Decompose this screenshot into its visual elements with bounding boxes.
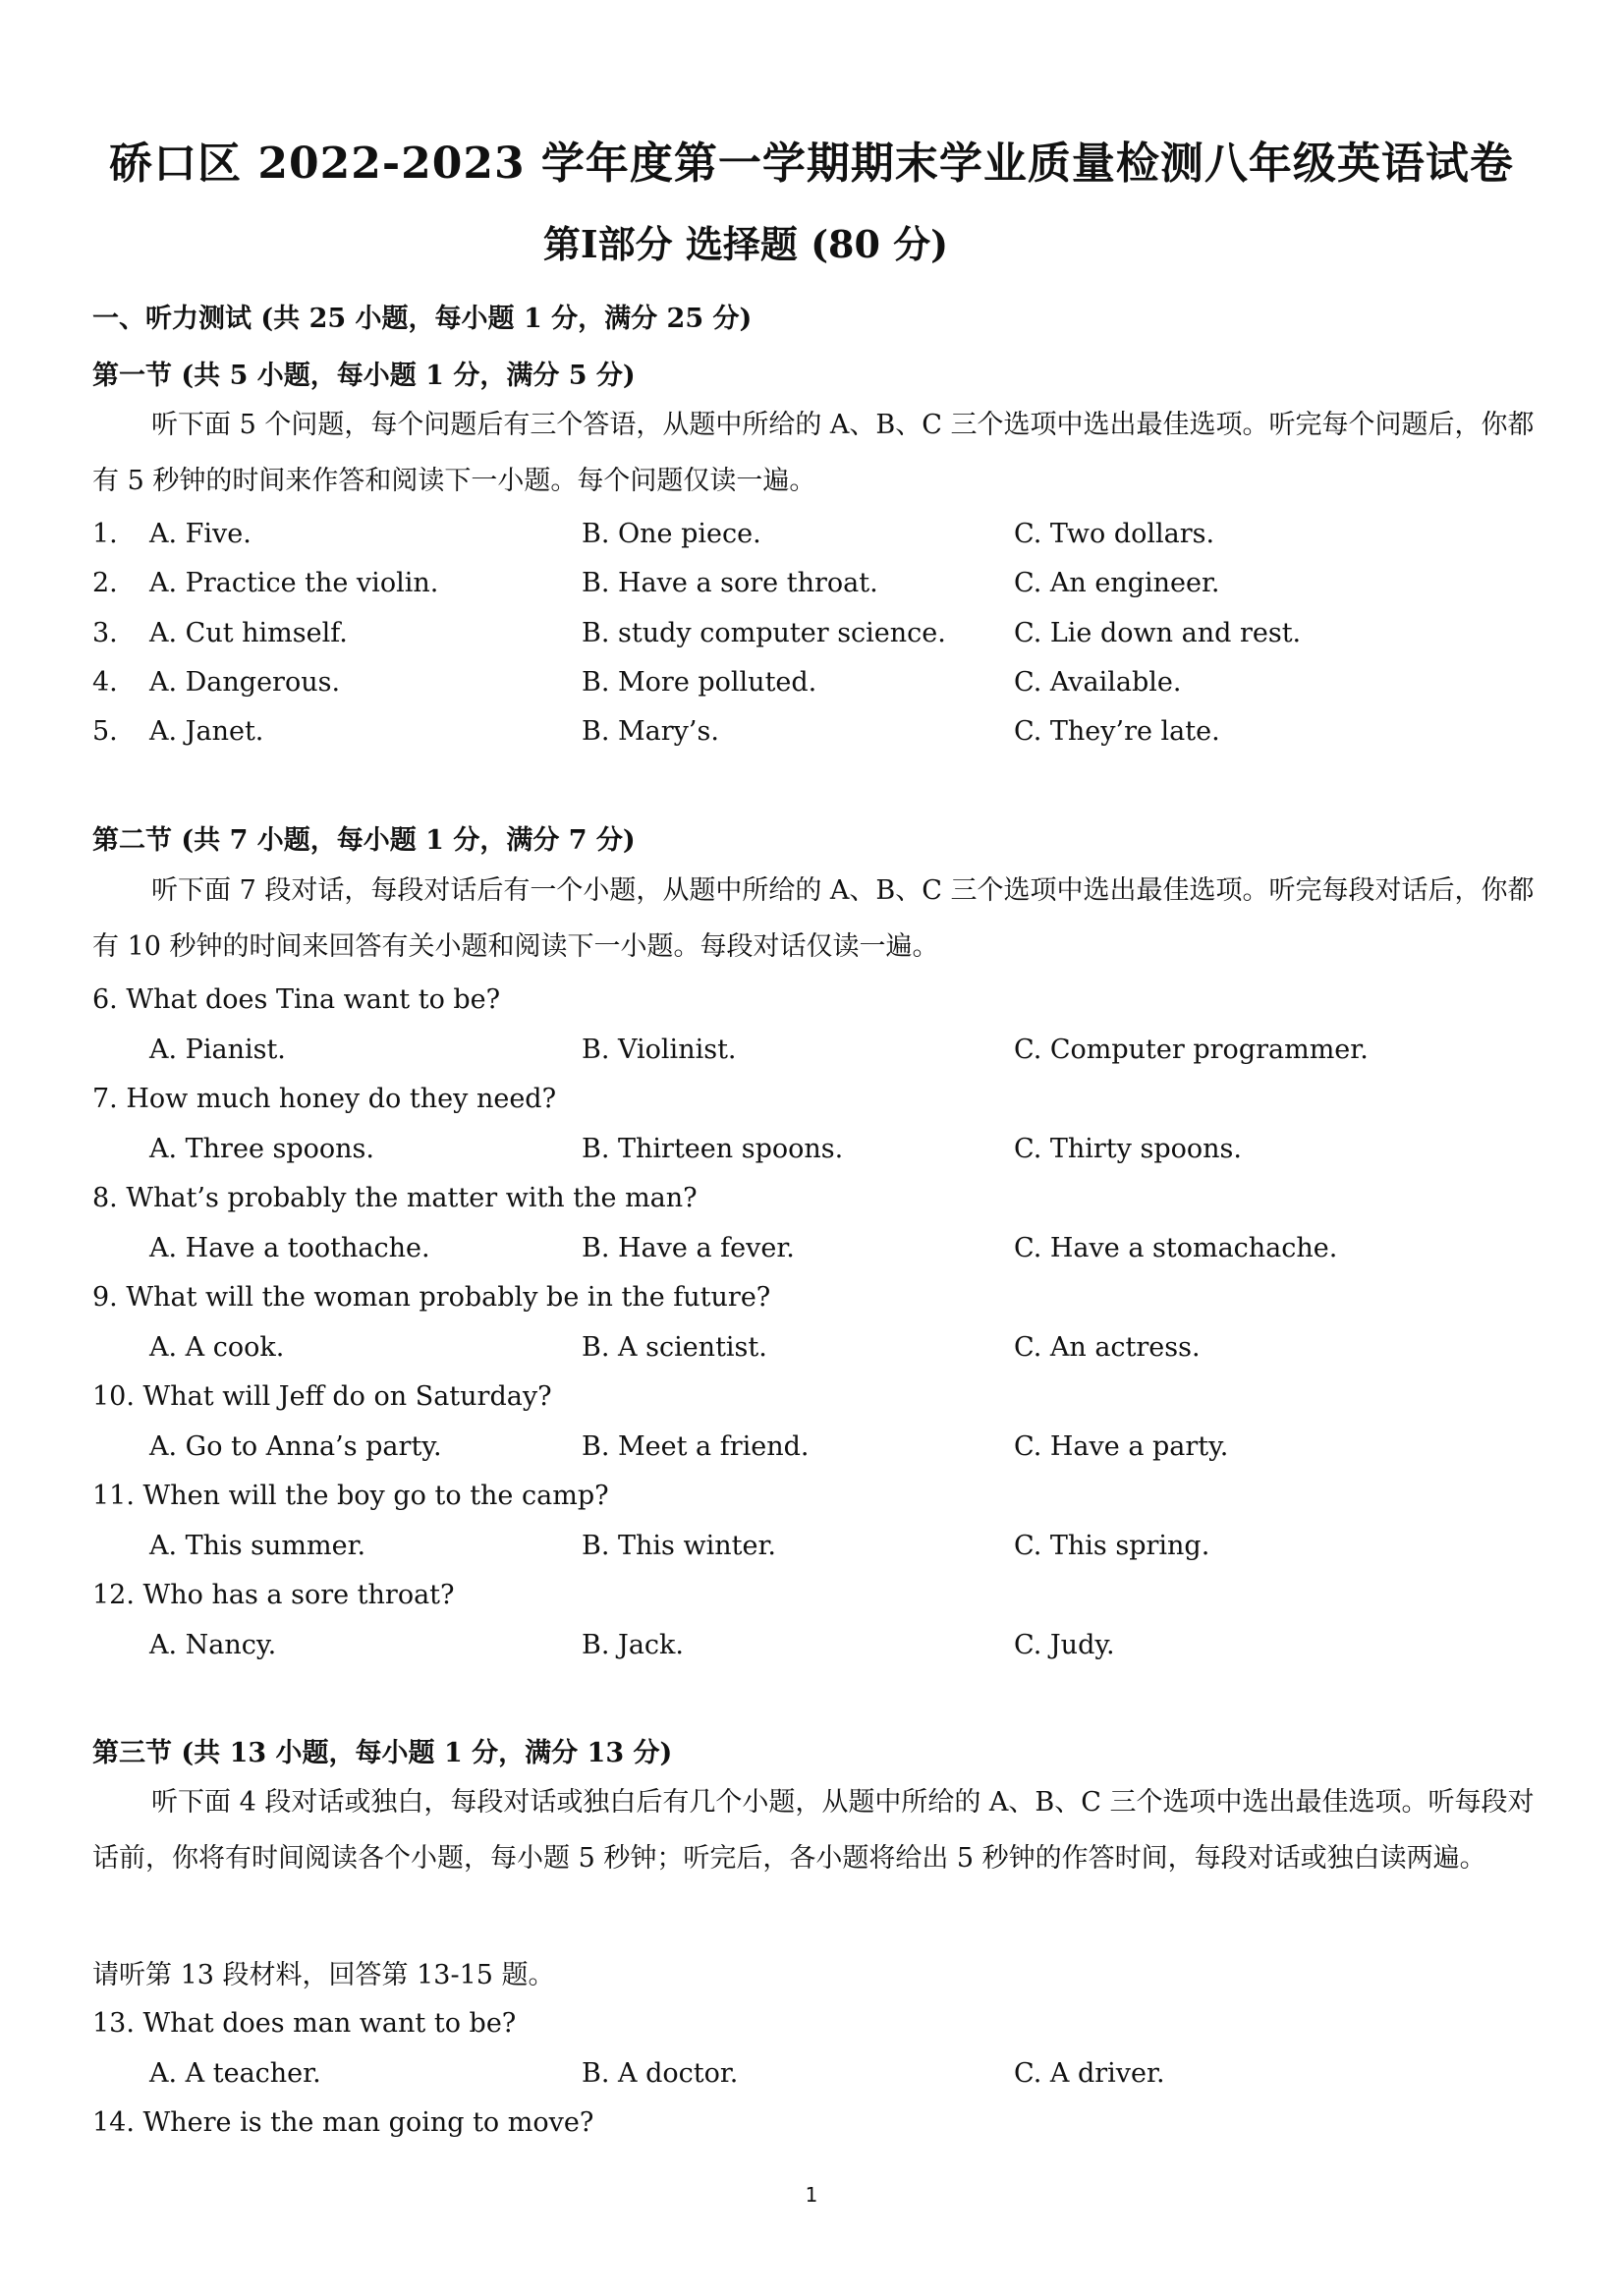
option-c: C. Computer programmer. [1014,1035,1369,1065]
option-c: C. Have a party. [1014,1431,1229,1462]
option-a: A. Nancy. [149,1630,277,1660]
section2-heading: 第二节 (共 7 小题，每小题 1 分，满分 7 分) [92,825,636,856]
list-item [92,1332,1546,1372]
option-c: C. Have a stomachache. [1014,1233,1338,1263]
option-b: B. This winter. [582,1531,776,1561]
section3-heading: 第三节 (共 13 小题，每小题 1 分，满分 13 分) [92,1738,673,1768]
question-text: 10. What will Jeff do on Saturday? [92,1381,552,1412]
section2-instructions: 听下面 7 段对话，每段对话后有一个小题，从题中所给的 A、B、C 三个选项中选出最佳选项。听完每段对话后，你都有 10 秒钟的时间来回答有关小题和阅读下一小题。每段对话仅读一遍。 [92,875,1535,962]
list-item [92,1431,1546,1471]
listening-note: 请听第 13 段材料，回答第 13-15 题。 [92,1960,555,1990]
option-b: B. More polluted. [582,667,817,698]
option-a: A. A teacher. [149,2058,321,2089]
list-item [92,2058,1546,2098]
list-item [92,568,1546,607]
option-a: A. A cook. [149,1332,285,1363]
option-b: B. Thirteen spoons. [582,1134,844,1164]
list-item [92,667,1546,706]
option-b: B. A doctor. [582,2058,739,2089]
option-b: B. Jack. [582,1630,684,1660]
option-b: B. Mary’s. [582,716,719,747]
option-b: B. A scientist. [582,1332,767,1363]
question-text: 14. Where is the man going to move? [92,2107,594,2138]
option-c: C. Thirty spoons. [1014,1134,1242,1164]
item-number: 2. [92,568,118,598]
list-item [92,618,1546,657]
list-item [92,519,1546,558]
item-number: 1. [92,519,118,549]
part1-heading: 一、听力测试 (共 25 小题，每小题 1 分，满分 25 分) [92,304,753,334]
list-item [92,1531,1546,1570]
question-text: 13. What does man want to be? [92,2008,517,2039]
part-subtitle: 第Ⅰ部分 选择题 (80 分) [542,222,949,266]
option-b: B. study computer science. [582,618,946,648]
option-b: B. Violinist. [582,1035,737,1065]
option-c: C. An engineer. [1014,568,1220,598]
option-c: C. Lie down and rest. [1014,618,1302,648]
option-a: A. Have a toothache. [149,1233,430,1263]
option-b: B. Meet a friend. [582,1431,810,1462]
item-number: 3. [92,618,118,648]
option-c: C. This spring. [1014,1531,1210,1561]
question-text: 7. How much honey do they need? [92,1084,557,1114]
option-a: A. Janet. [149,716,264,747]
option-a: A. Three spoons. [149,1134,374,1164]
option-c: C. Available. [1014,667,1182,698]
section1-heading: 第一节 (共 5 小题，每小题 1 分，满分 5 分) [92,361,636,391]
option-a: A. Pianist. [149,1035,286,1065]
option-b: B. Have a sore throat. [582,568,878,598]
option-b: B. One piece. [582,519,761,549]
option-c: C. A driver. [1014,2058,1165,2089]
question-text: 9. What will the woman probably be in the future? [92,1282,771,1313]
exam-title: 硚口区 2022-2023 学年度第一学期期末学业质量检测八年级英语试卷 [109,139,1514,189]
option-a: A. This summer. [149,1531,366,1561]
question-text: 12. Who has a sore throat? [92,1580,455,1610]
list-item [92,1630,1546,1669]
option-a: A. Dangerous. [149,667,341,698]
list-item [92,716,1546,756]
option-a: A. Practice the violin. [149,568,439,598]
option-a: A. Five. [149,519,252,549]
page-number: 1 [805,2183,818,2207]
option-c: C. Judy. [1014,1630,1115,1660]
list-item [92,1035,1546,1074]
item-number: 5. [92,716,118,747]
question-text: 6. What does Tina want to be? [92,984,501,1015]
option-a: A. Go to Anna’s party. [149,1431,442,1462]
section3-instructions: 听下面 4 段对话或独白，每段对话或独白后有几个小题，从题中所给的 A、B、C 三个选项中选出最佳选项。听每段对话前，你将有时间阅读各个小题，每小题 5 秒钟；听完后，各小题将给出 5 秒钟的作答时间，每段对话或独白读两遍。 [92,1787,1535,1874]
option-a: A. Cut himself. [149,618,348,648]
section1-instructions: 听下面 5 个问题，每个问题后有三个答语，从题中所给的 A、B、C 三个选项中选出最佳选项。听完每个问题后，你都有 5 秒钟的时间来作答和阅读下一小题。每个问题仅读一遍。 [92,410,1535,496]
question-text: 11. When will the boy go to the camp? [92,1481,609,1511]
option-c: C. An actress. [1014,1332,1201,1363]
option-c: C. Two dollars. [1014,519,1215,549]
option-c: C. They’re late. [1014,716,1220,747]
option-b: B. Have a fever. [582,1233,795,1263]
list-item [92,1134,1546,1173]
item-number: 4. [92,667,118,698]
question-text: 8. What’s probably the matter with the man? [92,1183,698,1213]
list-item [92,1233,1546,1272]
